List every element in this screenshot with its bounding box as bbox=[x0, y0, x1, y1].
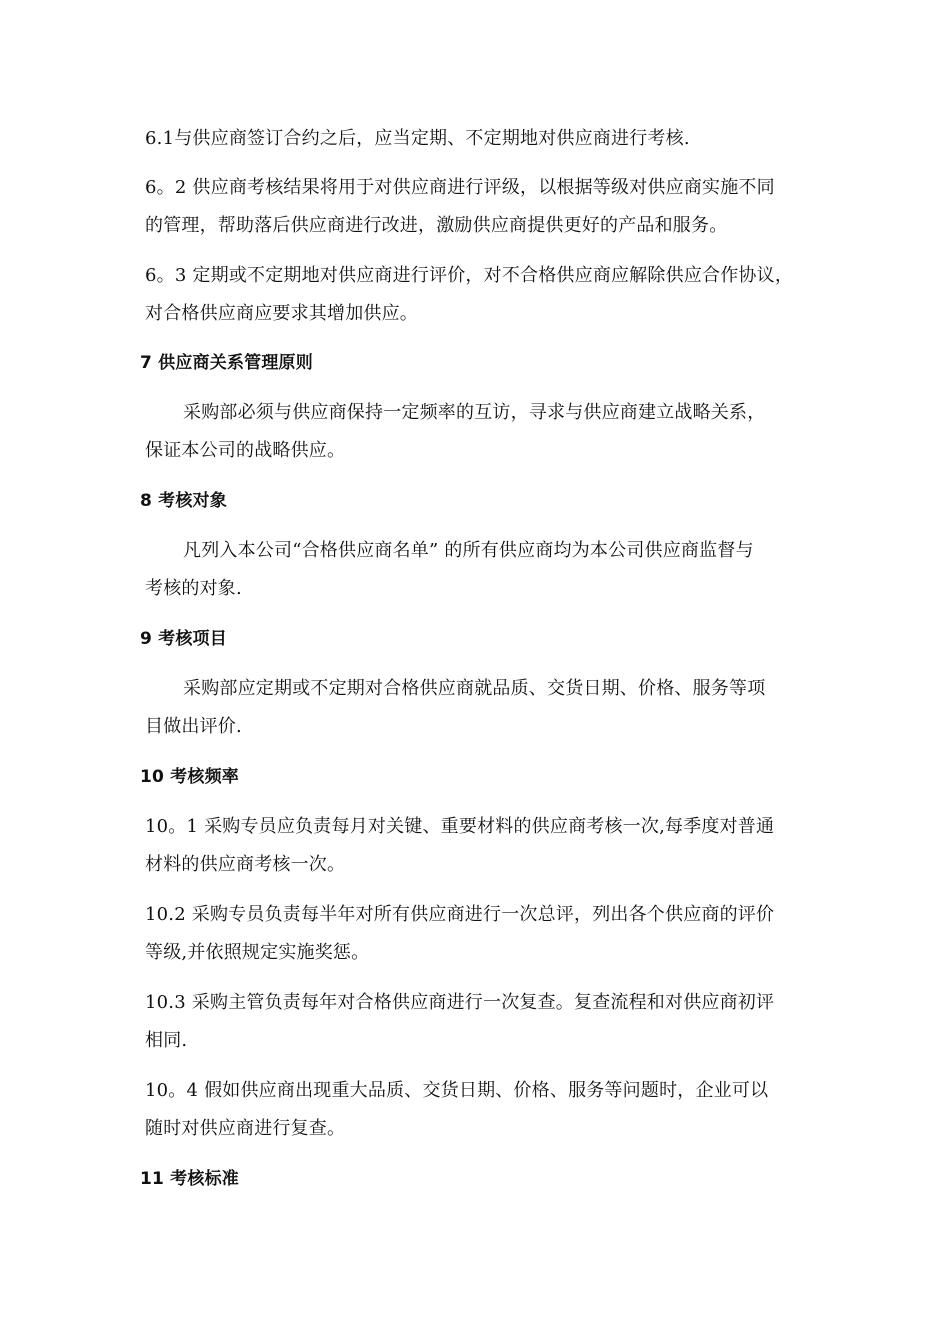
paragraph-7-line-1: 采购部必须与供应商保持一定频率的互访，寻求与供应商建立战略关系， bbox=[183, 402, 766, 423]
paragraph-8-line-2: 考核的对象. bbox=[145, 578, 242, 599]
heading-section-10: 10 考核频率 bbox=[140, 767, 239, 787]
paragraph-10-1-line-1: 10。1 采购专员应负责每月对关键、重要材料的供应商考核一次,每季度对普通 bbox=[145, 816, 775, 837]
heading-section-7: 7 供应商关系管理原则 bbox=[140, 353, 313, 373]
paragraph-10-3-line-2: 相同. bbox=[145, 1030, 188, 1051]
paragraph-10-1-line-2: 材料的供应商考核一次。 bbox=[145, 854, 346, 875]
paragraph-9-line-1: 采购部应定期或不定期对合格供应商就品质、交货日期、价格、服务等项 bbox=[183, 678, 766, 699]
paragraph-10-3-line-1: 10.3 采购主管负责每年对合格供应商进行一次复查。复查流程和对供应商初评 bbox=[145, 992, 775, 1013]
paragraph-6-3-line-2: 对合格供应商应要求其增加供应。 bbox=[145, 303, 418, 324]
paragraph-10-2-line-1: 10.2 采购专员负责每半年对所有供应商进行一次总评，列出各个供应商的评价 bbox=[145, 904, 775, 925]
heading-section-9: 9 考核项目 bbox=[140, 629, 227, 649]
paragraph-8-line-1: 凡列入本公司“合格供应商名单” 的所有供应商均为本公司供应商监督与 bbox=[183, 540, 754, 561]
paragraph-9-line-2: 目做出评价. bbox=[145, 716, 242, 737]
paragraph-6-2-line-2: 的管理，帮助落后供应商进行改进，激励供应商提供更好的产品和服务。 bbox=[145, 215, 728, 236]
paragraph-10-2-line-2: 等级,并依照规定实施奖惩。 bbox=[145, 942, 370, 963]
paragraph-10-4-line-2: 随时对供应商进行复查。 bbox=[145, 1118, 346, 1139]
paragraph-7-line-2: 保证本公司的战略供应。 bbox=[145, 440, 346, 461]
heading-section-8: 8 考核对象 bbox=[140, 491, 227, 511]
heading-section-11: 11 考核标准 bbox=[140, 1169, 239, 1189]
paragraph-6-1: 6.1与供应商签订合约之后，应当定期、不定期地对供应商进行考核. bbox=[145, 128, 690, 149]
paragraph-6-2-line-1: 6。2 供应商考核结果将用于对供应商进行评级，以根据等级对供应商实施不同 bbox=[145, 177, 775, 198]
paragraph-6-3-line-1: 6。3 定期或不定期地对供应商进行评价，对不合格供应商应解除供应合作协议， bbox=[145, 265, 794, 286]
paragraph-10-4-line-1: 10。4 假如供应商出现重大品质、交货日期、价格、服务等问题时，企业可以 bbox=[145, 1080, 769, 1101]
